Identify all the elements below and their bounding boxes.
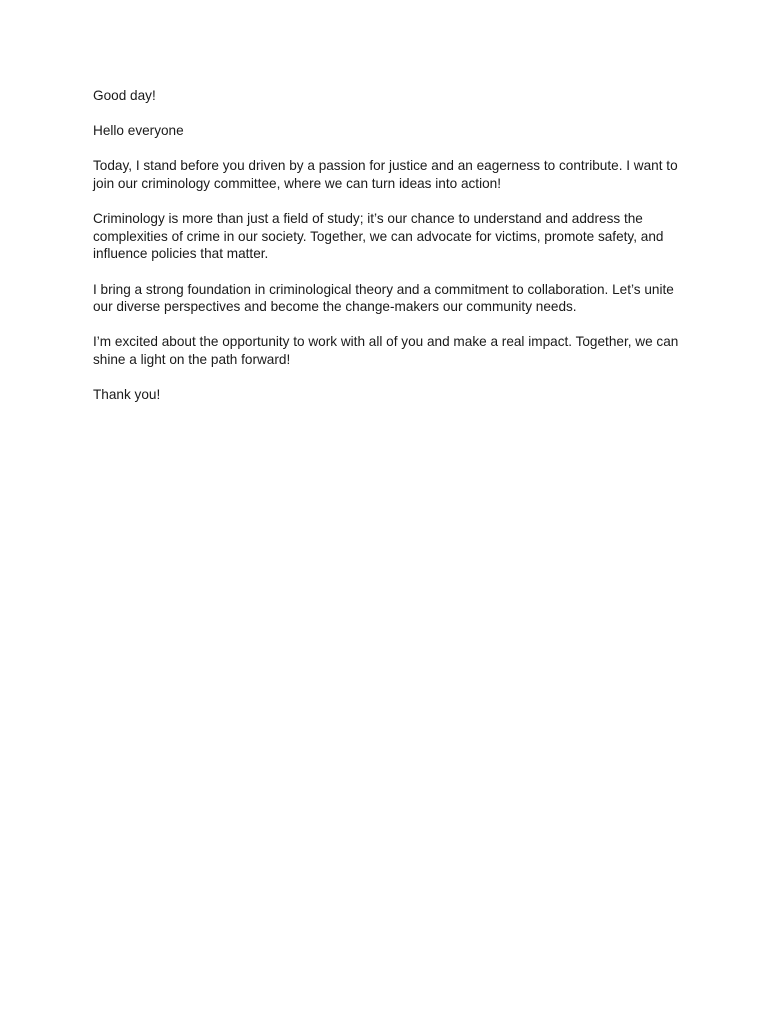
paragraph-intro: Today, I stand before you driven by a passion for justice and an eagerness to contribute. I want to join our criminology committee, where we can turn ideas into action! [93, 158, 678, 191]
paragraph-foundation: I bring a strong foundation in criminological theory and a commitment to collaboration. Let’s unite our diverse perspectives and become the change-makers our community needs. [93, 281, 674, 315]
document-body [93, 87, 683, 421]
paragraph-criminology: Criminology is more than just a field of study; it’s our chance to understand and address the complexities of crime in our society. Together, we can advocate for victims, promote safety, and influence policies that matter. [93, 211, 664, 262]
greeting: Good day! [93, 88, 156, 103]
paragraph-excitement: I’m excited about the opportunity to work with all of you and make a real impact. Together, we can shine a light on the path forward! [93, 334, 679, 367]
salutation: Hello everyone [93, 123, 184, 139]
closing: Thank you! [93, 387, 161, 403]
